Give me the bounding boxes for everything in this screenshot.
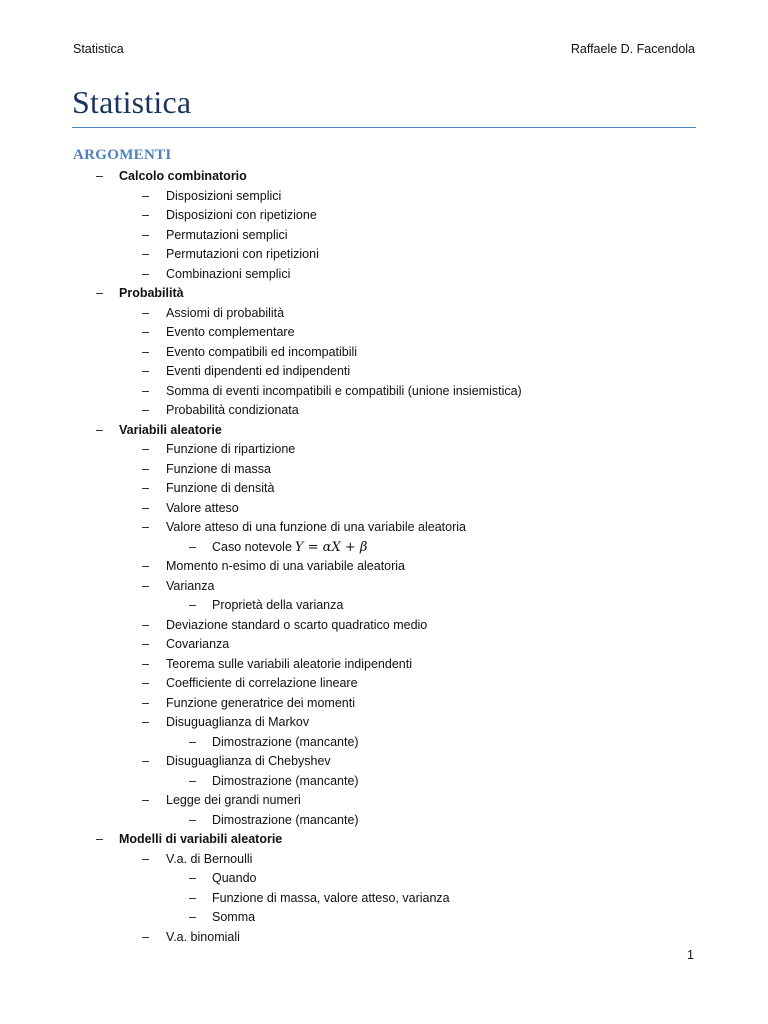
list-item-text xyxy=(166,343,357,363)
list-item-text xyxy=(166,187,281,207)
list-item-text xyxy=(119,830,282,850)
list-item-text xyxy=(166,401,299,421)
list-item-text xyxy=(166,791,301,811)
outline-topic xyxy=(0,830,768,850)
header-left: Statistica xyxy=(73,42,124,56)
outline-subtopic xyxy=(0,323,768,343)
list-item-text xyxy=(166,304,284,324)
list-item-label: Disuguaglianza di Markov xyxy=(166,715,310,729)
outline-detail xyxy=(0,811,768,831)
list-dash: – xyxy=(96,832,103,846)
outline-subtopic xyxy=(0,499,768,519)
list-item-label: Quando xyxy=(212,871,257,885)
list-dash: – xyxy=(189,539,196,554)
list-item-text xyxy=(166,928,240,948)
list-item-label: Permutazioni con ripetizioni xyxy=(166,247,319,261)
list-item-text xyxy=(166,752,331,772)
list-item-label: Valore atteso xyxy=(166,500,239,515)
list-item-label: Funzione generatrice dei momenti xyxy=(166,695,355,710)
list-dash: – xyxy=(189,812,196,827)
list-item-label: Evento complementare xyxy=(166,325,295,339)
list-item-text xyxy=(119,167,247,187)
list-item-text xyxy=(166,518,466,538)
list-item-label: V.a. binomiali xyxy=(166,929,240,944)
header-right: Raffaele D. Facendola xyxy=(570,42,695,56)
list-item-label: Eventi dipendenti ed indipendenti xyxy=(166,364,351,378)
list-dash: – xyxy=(189,890,196,905)
outline-subtopic xyxy=(0,850,768,870)
list-item-label: Teorema sulle variabili aleatorie indipendenti xyxy=(166,656,412,671)
list-item-label: Proprietà della varianza xyxy=(212,598,344,612)
list-item-text xyxy=(166,206,317,226)
list-item-text xyxy=(212,538,367,558)
outline-detail xyxy=(0,908,768,928)
list-dash: – xyxy=(142,715,149,729)
title-underline xyxy=(72,127,696,128)
list-item-label: Varianza xyxy=(166,578,215,593)
list-dash: – xyxy=(142,481,149,495)
list-dash: – xyxy=(142,461,149,476)
list-item-text xyxy=(166,460,271,480)
list-item-text xyxy=(166,655,412,675)
list-item-label: Valore atteso di una funzione di una variabile aleatoria xyxy=(166,520,466,534)
list-dash: – xyxy=(142,325,149,339)
list-item-text xyxy=(212,733,359,753)
list-item-label: Somma xyxy=(212,910,256,924)
list-dash: – xyxy=(142,793,149,807)
list-item-text xyxy=(119,284,184,304)
list-item-text xyxy=(119,421,222,441)
list-item-label: Disuguaglianza di Chebyshev xyxy=(166,754,331,768)
outline-subtopic xyxy=(0,304,768,324)
list-item-label: Assiomi di probabilità xyxy=(166,305,285,320)
list-item-text xyxy=(212,772,359,792)
list-item-label: Combinazioni semplici xyxy=(166,266,291,281)
outline-subtopic xyxy=(0,791,768,811)
outline-subtopic xyxy=(0,245,768,265)
list-item-text xyxy=(212,811,359,831)
list-item-text xyxy=(166,265,290,285)
list-item-text xyxy=(166,499,239,519)
outline-subtopic xyxy=(0,674,768,694)
list-dash: – xyxy=(142,500,149,515)
outline-detail xyxy=(0,889,768,909)
list-dash: – xyxy=(142,754,149,768)
list-dash: – xyxy=(189,773,196,788)
outline-subtopic xyxy=(0,226,768,246)
outline-detail xyxy=(0,596,768,616)
list-dash: – xyxy=(142,188,149,203)
list-dash: – xyxy=(142,364,149,378)
list-dash: – xyxy=(96,286,103,300)
outline-subtopic xyxy=(0,635,768,655)
list-item-label: Disposizioni semplici xyxy=(166,188,282,203)
outline-subtopic xyxy=(0,577,768,597)
list-item-text xyxy=(212,869,256,889)
outline-detail xyxy=(0,869,768,889)
list-item-label: Somma di eventi incompatibili e compatibili (unione insiemistica) xyxy=(166,383,522,398)
math-formula: Y = αX + β xyxy=(294,539,368,555)
list-dash: – xyxy=(189,734,196,749)
outline-topic xyxy=(0,167,768,187)
list-dash: – xyxy=(142,656,149,671)
list-dash: – xyxy=(189,871,196,885)
list-dash: – xyxy=(142,247,149,261)
section-heading: ARGOMENTI xyxy=(73,147,172,163)
list-item-text xyxy=(166,577,214,597)
list-item-label: Dimostrazione (mancante) xyxy=(212,812,359,827)
list-item-label: Dimostrazione (mancante) xyxy=(212,773,359,788)
outline-subtopic xyxy=(0,752,768,772)
outline-detail xyxy=(0,733,768,753)
list-item-text xyxy=(166,850,252,870)
outline-subtopic xyxy=(0,206,768,226)
list-dash: – xyxy=(142,851,149,866)
outline-topic xyxy=(0,421,768,441)
list-item-label: Funzione di densità xyxy=(166,481,275,495)
outline-detail xyxy=(0,772,768,792)
list-item-label: Coefficiente di correlazione lineare xyxy=(166,676,358,690)
list-item-text xyxy=(166,440,295,460)
outline-subtopic xyxy=(0,440,768,460)
list-item-label: Evento compatibili ed incompatibili xyxy=(166,344,358,359)
list-dash: – xyxy=(142,305,149,320)
list-dash: – xyxy=(142,637,149,651)
list-dash: – xyxy=(189,598,196,612)
list-item-label: Permutazioni semplici xyxy=(166,227,288,242)
list-item-label: Dimostrazione (mancante) xyxy=(212,734,359,749)
outline-detail xyxy=(0,538,768,558)
list-dash: – xyxy=(142,929,149,944)
list-item-label: Momento n-esimo di una variabile aleatoria xyxy=(166,559,406,573)
list-item-label: Calcolo combinatorio xyxy=(119,169,247,183)
list-item-label: Probabilità condizionata xyxy=(166,403,299,417)
outline-subtopic xyxy=(0,713,768,733)
list-item-label: Covarianza xyxy=(166,637,230,651)
list-item-text xyxy=(212,596,343,616)
outline-subtopic xyxy=(0,518,768,538)
list-item-text xyxy=(166,616,427,636)
list-item-text xyxy=(166,245,319,265)
list-item-label: Deviazione standard o scarto quadratico medio xyxy=(166,617,428,632)
list-dash: – xyxy=(142,520,149,534)
list-dash: – xyxy=(142,266,149,281)
outline-subtopic xyxy=(0,616,768,636)
list-dash: – xyxy=(142,208,149,222)
document-title: Statistica xyxy=(72,84,192,120)
list-item-text xyxy=(166,635,229,655)
list-item-text xyxy=(166,479,274,499)
list-item-label: Disposizioni con ripetizione xyxy=(166,208,317,222)
list-dash: – xyxy=(142,559,149,573)
list-item-text xyxy=(166,557,405,577)
outline-subtopic xyxy=(0,265,768,285)
list-dash: – xyxy=(142,695,149,710)
topic-outline xyxy=(0,167,768,947)
list-dash: – xyxy=(142,676,149,690)
list-item-label: Legge dei grandi numeri xyxy=(166,793,301,807)
list-item-label: Funzione di ripartizione xyxy=(166,442,296,456)
outline-subtopic xyxy=(0,187,768,207)
outline-subtopic xyxy=(0,382,768,402)
outline-topic xyxy=(0,284,768,304)
list-dash: – xyxy=(142,227,149,242)
list-item-label: Funzione di massa, valore atteso, varianza xyxy=(212,890,450,905)
list-item-text xyxy=(212,889,450,909)
outline-subtopic xyxy=(0,655,768,675)
list-item-text xyxy=(166,323,295,343)
page-number: 1 xyxy=(687,948,694,962)
outline-subtopic xyxy=(0,343,768,363)
outline-subtopic xyxy=(0,694,768,714)
list-item-text xyxy=(166,226,288,246)
outline-subtopic xyxy=(0,928,768,948)
list-item-label: Caso notevole xyxy=(212,539,292,554)
list-item-label: Variabili aleatorie xyxy=(119,422,222,437)
list-item-text xyxy=(166,362,350,382)
list-dash: – xyxy=(142,578,149,593)
outline-subtopic xyxy=(0,557,768,577)
list-dash: – xyxy=(96,169,103,183)
outline-subtopic xyxy=(0,362,768,382)
list-item-text xyxy=(166,674,358,694)
list-item-text xyxy=(166,713,309,733)
list-dash: – xyxy=(142,403,149,417)
list-item-label: Modelli di variabili aleatorie xyxy=(119,832,283,846)
list-dash: – xyxy=(142,617,149,632)
list-dash: – xyxy=(142,344,149,359)
list-item-label: Probabilità xyxy=(119,286,184,300)
outline-subtopic xyxy=(0,479,768,499)
list-item-text xyxy=(212,908,255,928)
list-item-text xyxy=(166,382,522,402)
outline-subtopic xyxy=(0,460,768,480)
list-dash: – xyxy=(142,383,149,398)
page-header xyxy=(73,42,695,56)
list-item-label: V.a. di Bernoulli xyxy=(166,851,253,866)
list-item-label: Funzione di massa xyxy=(166,461,271,476)
list-dash: – xyxy=(142,442,149,456)
outline-subtopic xyxy=(0,401,768,421)
list-dash: – xyxy=(189,910,196,924)
list-item-text xyxy=(166,694,355,714)
list-dash: – xyxy=(96,422,103,437)
